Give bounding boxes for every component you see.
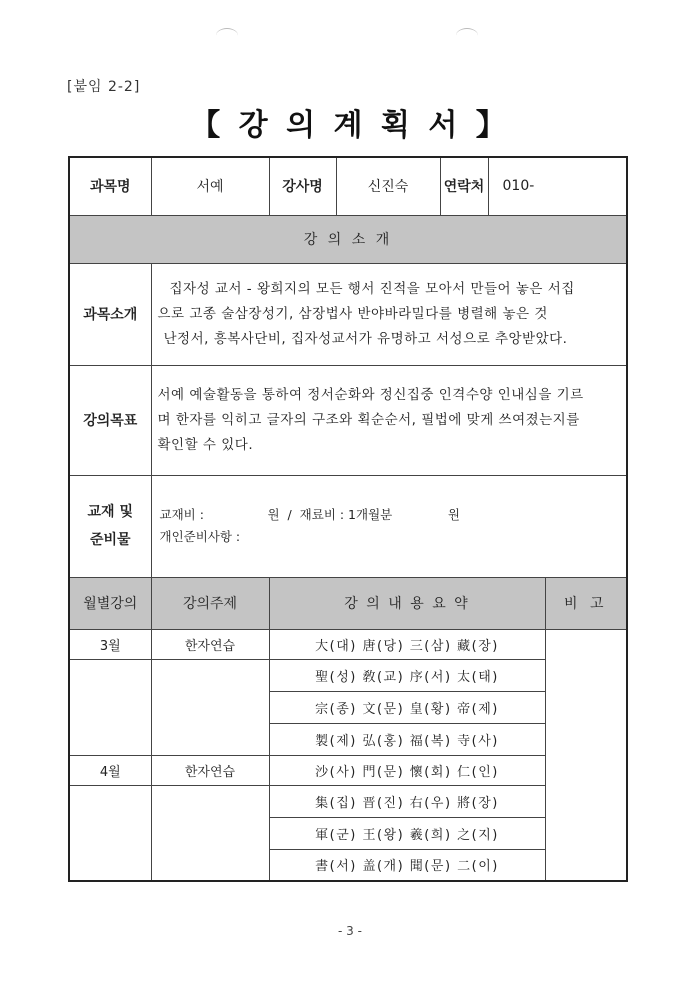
materials-label-line: 교재 및	[87, 504, 133, 520]
table-row	[69, 629, 627, 659]
materials-cost-line: 교재비 : 원 / 재료비 : 1개월분 원	[159, 507, 460, 522]
table-row	[69, 659, 627, 691]
materials-text	[151, 475, 627, 577]
header-row	[69, 157, 627, 215]
note-cell	[545, 629, 627, 881]
lecture-plan-table	[68, 156, 628, 882]
page-number: - 3 -	[338, 924, 362, 938]
course-intro-row	[69, 263, 627, 365]
topic-cell: 한자연습	[151, 629, 269, 659]
attachment-label: [붙임 2-2]	[67, 79, 141, 95]
course-intro-line: 난정서, 흥복사단비, 집자성교서가 유명하고 서성으로 추앙받았다.	[163, 330, 568, 347]
content-cell: 製(제) 弘(홍) 福(복) 寺(사)	[269, 723, 545, 755]
col-header-note: 비 고	[545, 577, 627, 629]
punch-hole-right	[456, 28, 478, 43]
course-goal-text	[151, 365, 627, 475]
subject-value: 서예	[151, 157, 269, 215]
course-intro-line: 집자성 교서 - 왕희지의 모든 행서 진적을 모아서 만들어 놓은 서집	[169, 280, 575, 297]
content-cell: 大(대) 唐(당) 三(삼) 藏(장)	[269, 629, 545, 659]
table-row	[69, 785, 627, 817]
materials-row	[69, 475, 627, 577]
col-header-summary: 강 의 내 용 요 약	[269, 577, 545, 629]
lecturer-value: 신진숙	[336, 157, 440, 215]
col-header-month: 월별강의	[69, 577, 151, 629]
course-goal-line: 며 한자를 익히고 글자의 구조와 획순순서, 필법에 맞게 쓰여졌는지를	[157, 411, 580, 428]
intro-section-row	[69, 215, 627, 263]
content-cell: 集(집) 晋(진) 右(우) 將(장)	[269, 785, 545, 817]
course-goal-line: 서예 예술활동을 통하여 정서순화와 정신집중 인격수양 인내심을 기르	[157, 386, 584, 403]
document-title: 【 강 의 계 획 서 】	[190, 108, 510, 143]
col-header-topic: 강의주제	[151, 577, 269, 629]
content-cell: 軍(군) 王(왕) 羲(희) 之(지)	[269, 817, 545, 849]
course-intro-text	[151, 263, 627, 365]
month-cell: 4월	[69, 755, 151, 785]
month-cell	[69, 659, 151, 755]
materials-label	[69, 475, 151, 577]
punch-hole-left	[216, 28, 238, 43]
course-goal-line: 확인할 수 있다.	[157, 436, 254, 453]
materials-personal-line: 개인준비사항 :	[159, 529, 241, 544]
course-goal-row	[69, 365, 627, 475]
course-intro-label: 과목소개	[69, 263, 151, 365]
intro-section-header: 강 의 소 개	[69, 215, 627, 263]
content-cell: 沙(사) 門(문) 懷(회) 仁(인)	[269, 755, 545, 785]
topic-cell	[151, 659, 269, 755]
content-cell: 宗(종) 文(문) 皇(황) 帝(제)	[269, 691, 545, 723]
lecturer-label: 강사명	[269, 157, 336, 215]
content-cell: 聖(성) 敎(교) 序(서) 太(태)	[269, 659, 545, 691]
subject-label: 과목명	[69, 157, 151, 215]
month-cell: 3월	[69, 629, 151, 659]
table-row	[69, 755, 627, 785]
topic-cell: 한자연습	[151, 755, 269, 785]
month-cell	[69, 785, 151, 881]
content-cell: 書(서) 盖(개) 聞(문) 二(이)	[269, 849, 545, 881]
course-goal-label: 강의목표	[69, 365, 151, 475]
topic-cell	[151, 785, 269, 881]
contact-value: 010-	[488, 157, 627, 215]
materials-label-line: 준비물	[89, 532, 131, 548]
course-intro-line: 으로 고종 술삼장성기, 삼장법사 반야바라밀다를 병렬해 놓은 것	[157, 305, 548, 322]
schedule-header-row	[69, 577, 627, 629]
contact-label: 연락처	[440, 157, 488, 215]
